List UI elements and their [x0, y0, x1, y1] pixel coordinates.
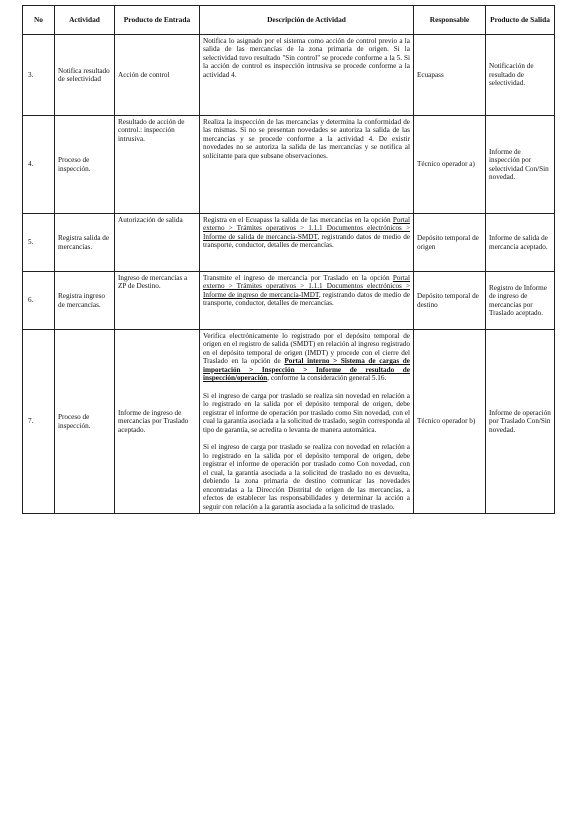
cell-responsable: Ecuapass	[414, 35, 486, 116]
cell-descripcion	[200, 35, 414, 116]
cell-actividad: Registra salida de mercancías.	[55, 214, 115, 272]
cell-no: 4.	[23, 116, 55, 214]
table-header-row	[23, 6, 555, 35]
cell-no: 6.	[23, 272, 55, 330]
cell-entrada: Ingreso de mercancías a ZP de Destino.	[115, 272, 200, 330]
cell-salida: Notificación de resultado de selectividad.	[486, 35, 555, 116]
cell-actividad: Notifica resultado de selectividad	[55, 35, 115, 116]
menu-path-link: Portal externo > Trámites operativos > 1.1.1 Documentos electrónicos > Informe de ingreso de mercancía-IMDT	[203, 274, 410, 299]
cell-salida: Informe de operación por Traslado Con/Sin novedad.	[486, 330, 555, 514]
desc-text: Transmite el ingreso de mercancía por Traslado en la opción	[203, 274, 393, 282]
desc-paragraph	[203, 443, 410, 511]
header-producto-salida: Producto de Salida	[486, 6, 555, 35]
header-producto-entrada: Producto de Entrada	[115, 6, 200, 35]
header-actividad: Actividad	[55, 6, 115, 35]
cell-descripcion	[200, 272, 414, 330]
desc-text: , registrando datos de medio de transporte, conductor, detalles de mercancías.	[203, 232, 410, 250]
table-row	[23, 35, 555, 116]
cell-actividad: Registra ingreso de mercancías.	[55, 272, 115, 330]
desc-text: , registrando datos de medio de transporte, conductor, detalles de mercancías.	[203, 290, 410, 308]
header-responsable: Responsable	[414, 6, 486, 35]
desc-text: Notifica lo asignado por el sistema como acción de control previo a la salida de las mercancías de la zona primaria de origen. Si la selectividad tuvo resultado "Sin control" se procede conforme a la 5. Si la acción de control es inspección intrusiva se procede conforme a la actividad 4.	[203, 37, 410, 79]
desc-text: Si el ingreso de carga por traslado se realiza con novedad en relación a lo registrado en la salida por el depósito temporal de origen, debe registrar el informe de operación por traslado como Con novedad, con el cual, la garantía asociada a la solicitud de traslado no es devuelta, debiendo la zona primaria de destino comunicar las novedades encontradas a la Dirección Distrital de origen de las mercancías, a efectos de establecer las responsabilidades y determinar la acción a seguir con relación a la garantía asociada a la solicitud de traslado.	[203, 443, 410, 511]
menu-path-link: Portal interno > Sistema de cargas de importación > Inspección > Informe de resultado de inspección/operación	[203, 357, 410, 383]
desc-paragraph	[203, 392, 410, 434]
table-row	[23, 116, 555, 214]
cell-responsable: Depósito temporal de origen	[414, 214, 486, 272]
menu-path-link: Portal externo > Trámites operativos > 1.1.1 Documentos electrónicos > Informe de salida de mercancía-SMDT	[203, 216, 410, 241]
cell-responsable: Depósito temporal de destino	[414, 272, 486, 330]
cell-descripcion	[200, 330, 414, 514]
cell-responsable: Técnico operador b)	[414, 330, 486, 514]
activity-table	[22, 5, 555, 514]
cell-actividad: Proceso de inspección.	[55, 116, 115, 214]
desc-text: Registra en el Ecuapass la salida de las mercancías en la opción	[203, 216, 393, 224]
cell-salida: Registro de Informe de ingreso de mercancías por Traslado aceptado.	[486, 272, 555, 330]
desc-text: Verifica electrónicamente lo registrado por el depósito temporal de origen en el registro de salida (SMDT) en relación al ingreso registrado en el depósito temporal de origen (IMDT) y procede con el cierre del Traslado en la opción de	[203, 332, 410, 366]
cell-actividad: Proceso de inspección.	[55, 330, 115, 514]
cell-entrada: Informe de ingreso de mercancías por Traslado aceptado.	[115, 330, 200, 514]
cell-entrada: Acción de control	[115, 35, 200, 116]
header-descripcion: Descripción de Actividad	[200, 6, 414, 35]
desc-text: Realiza la inspección de las mercancías y determina la conformidad de las mismas. Si no se presentan novedades se autoriza la salida de las mercancías y se procede conforme a la actividad 4. De existir novedades no se autoriza la salida de las mercancías y se notifica al solicitante para que subsane observaciones.	[203, 118, 410, 160]
cell-salida: Informe de salida de mercancía aceptado.	[486, 214, 555, 272]
desc-text: , conforme la consideración general 5.16.	[267, 374, 387, 383]
cell-salida: Informe de inspección por selectividad Con/Sin novedad.	[486, 116, 555, 214]
cell-entrada: Autorización de salida	[115, 214, 200, 272]
cell-responsable: Técnico operador a)	[414, 116, 486, 214]
cell-no: 3.	[23, 35, 55, 116]
header-no: No	[23, 6, 55, 35]
cell-entrada: Resultado de acción de control.: inspección intrusiva.	[115, 116, 200, 214]
cell-descripcion	[200, 214, 414, 272]
desc-paragraph	[203, 332, 410, 383]
table-row	[23, 272, 555, 330]
cell-no: 5.	[23, 214, 55, 272]
table-row	[23, 330, 555, 514]
desc-text: Si el ingreso de carga por traslado se realiza sin novedad en relación a lo registrado en la salida por el depósito temporal de origen, debe registrar el informe de operación por traslado como Sin novedad, con el cual la garantía asociada a la solicitud de traslado, según corresponda al tipo de garantía, se acredita o levanta de manera automática.	[203, 391, 410, 434]
table-row	[23, 214, 555, 272]
cell-no: 7.	[23, 330, 55, 514]
cell-descripcion	[200, 116, 414, 214]
